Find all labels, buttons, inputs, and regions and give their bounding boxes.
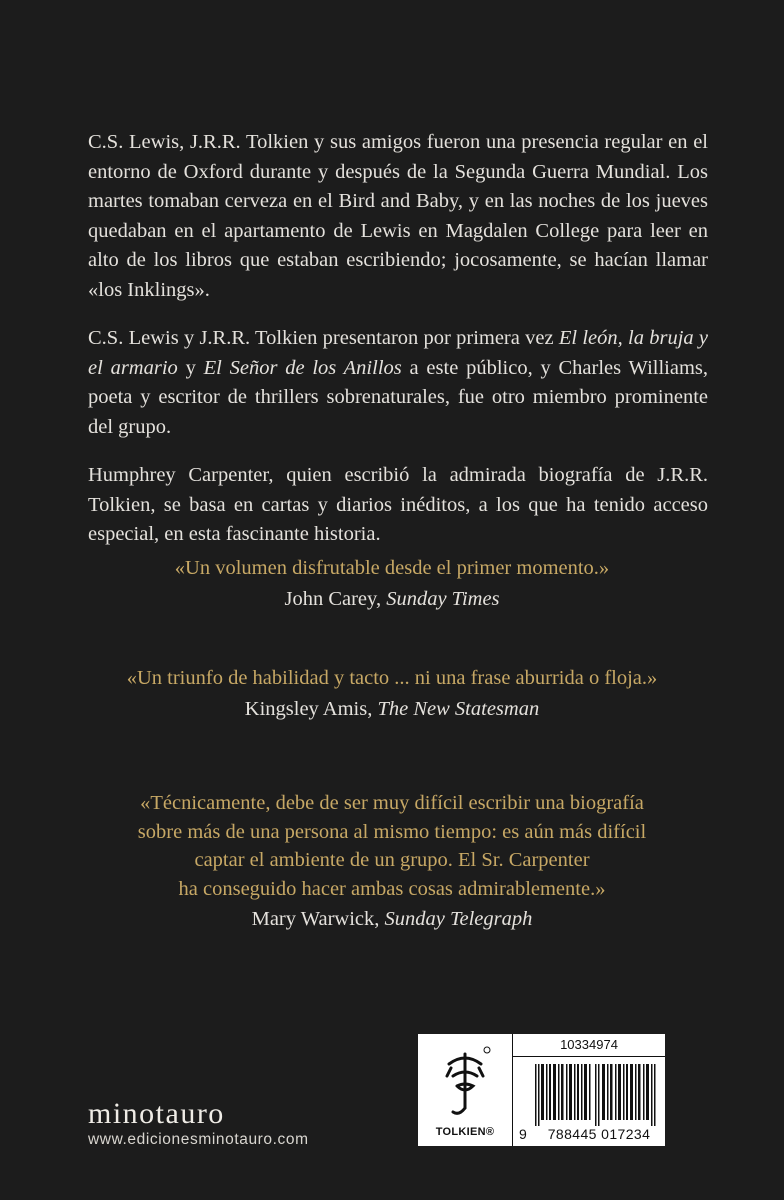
tolkien-monogram-icon bbox=[435, 1042, 495, 1122]
quote-author: Mary Warwick, bbox=[251, 908, 385, 930]
blurb-paragraph-3: Humphrey Carpenter, quien escribió la admirada biografía de J.R.R. Tolkien, se basa en cartas y diarios inéditos, a los que ha tenido acceso especial, en esta fascinante historia. bbox=[88, 464, 708, 545]
book-title: El león, la bruja y el armario bbox=[88, 327, 708, 379]
isbn-number: 788445 017234 bbox=[547, 1126, 651, 1142]
quote-attribution bbox=[60, 695, 724, 724]
isbn-prefix: 9 bbox=[519, 1126, 527, 1142]
quote-source: The New Statesman bbox=[377, 697, 540, 720]
blurb-text: C.S. Lewis y J.R.R. Tolkien presentaron por primera vez bbox=[88, 327, 559, 349]
quote-author: Kingsley Amis, bbox=[244, 697, 378, 720]
review-quote-2 bbox=[60, 664, 724, 723]
quote-attribution bbox=[60, 905, 724, 934]
quote-text: «Un triunfo de habilidad y tacto ... ni una frase aburrida o floja.» bbox=[126, 667, 658, 689]
barcode-cell bbox=[513, 1034, 665, 1146]
quote-attribution bbox=[60, 585, 724, 614]
barcode-icon bbox=[535, 1064, 659, 1126]
publisher-logo: minotauro bbox=[88, 1097, 225, 1130]
review-quote-1 bbox=[60, 554, 724, 613]
publisher-website: www.edicionesminotauro.com bbox=[88, 1131, 309, 1148]
quote-text: «Un volumen disfrutable desde el primer momento.» bbox=[174, 557, 610, 579]
quote-text: «Técnicamente, debe de ser muy difícil escribir una biografía sobre más de una persona al mismo tiempo: es aún más difícil captar el ambiente de un grupo. El Sr. Carpenter ha conseguido hacer ambas cosas admirablemente.» bbox=[137, 792, 647, 900]
blurb bbox=[88, 128, 708, 569]
blurb-text: y bbox=[177, 356, 204, 379]
product-code: 10334974 bbox=[513, 1034, 665, 1057]
tolkien-label: TOLKIEN® bbox=[435, 1126, 495, 1138]
barcode-panel bbox=[418, 1034, 665, 1146]
review-quote-3 bbox=[60, 789, 724, 934]
book-title: El Señor de los Anillos bbox=[203, 356, 402, 379]
blurb-paragraph-1: C.S. Lewis, J.R.R. Tolkien y sus amigos fueron una presencia regular en el entorno de Oxford durante y después de la Segunda Guerra Mundial. Los martes tomaban cerveza en el Bird and Baby, y en las noches de los jueves quedaban en el apartamento de Lewis en Magdalen College para leer en alto de los libros que estaban escribiendo; jocosamente, se hacían llamar «los Inklings». bbox=[88, 131, 708, 301]
blurb-text: a este público, y Charles Williams, poeta y escritor de thrillers sobrenaturales, fue otro miembro prominente del grupo. bbox=[88, 356, 708, 438]
quote-source: Sunday Times bbox=[386, 587, 500, 610]
blurb-paragraph-2 bbox=[88, 324, 708, 442]
quote-author: John Carey, bbox=[284, 587, 387, 610]
tolkien-monogram-cell bbox=[418, 1034, 513, 1146]
quote-source: Sunday Telegraph bbox=[384, 908, 533, 930]
